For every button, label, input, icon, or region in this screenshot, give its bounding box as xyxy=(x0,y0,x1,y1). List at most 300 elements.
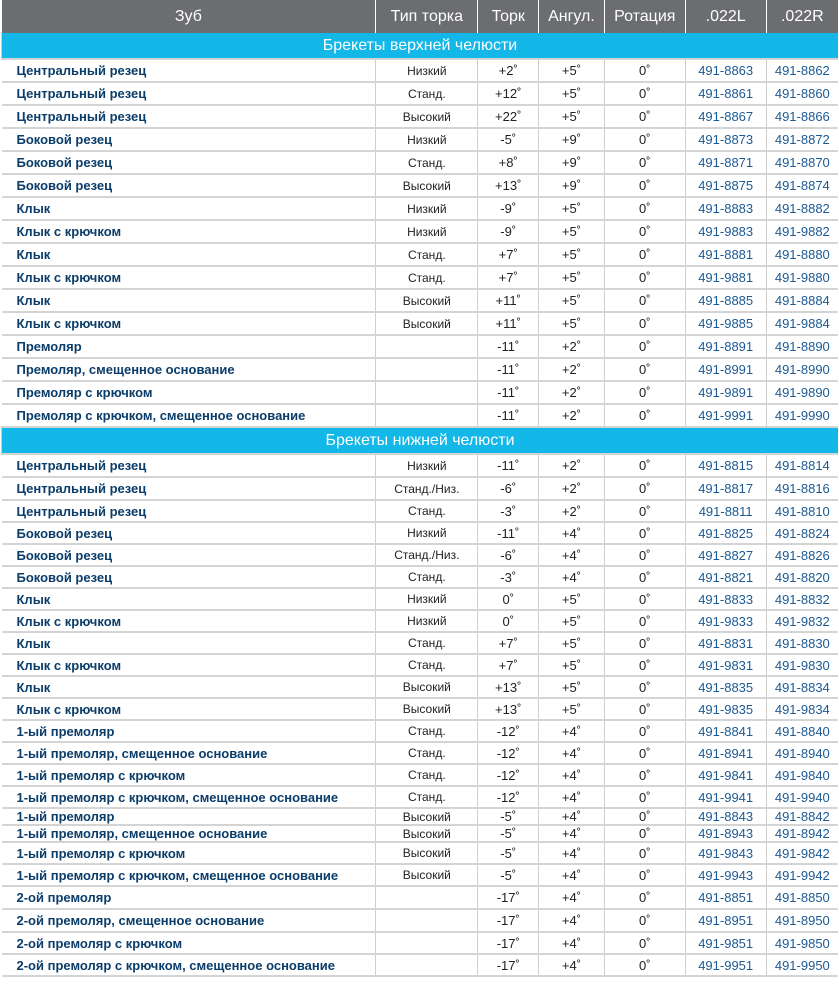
torque-cell: +13˚ xyxy=(478,698,539,720)
table-row xyxy=(2,654,839,676)
torque-type-cell: Низкий xyxy=(376,197,478,220)
angulation-cell: +4˚ xyxy=(539,932,605,954)
tooth-cell: Центральный резец xyxy=(2,477,376,500)
torque-type-cell xyxy=(376,954,478,976)
table-row xyxy=(2,842,839,864)
table-row xyxy=(2,82,839,105)
angulation-cell: +9˚ xyxy=(539,128,605,151)
tooth-cell: Клык xyxy=(2,676,376,698)
torque-type-cell: Станд./Низ. xyxy=(376,544,478,566)
part-022l-cell: 491-9941 xyxy=(685,786,766,808)
part-022l-cell: 491-9991 xyxy=(685,404,766,427)
tooth-cell: Премоляр xyxy=(2,335,376,358)
torque-cell: -11˚ xyxy=(478,454,539,477)
tooth-cell: Центральный резец xyxy=(2,105,376,128)
table-row xyxy=(2,197,839,220)
rotation-cell: 0˚ xyxy=(604,174,685,197)
part-022l-cell: 491-9951 xyxy=(685,954,766,976)
torque-type-cell: Низкий xyxy=(376,588,478,610)
torque-type-cell: Станд. xyxy=(376,500,478,522)
table-row xyxy=(2,105,839,128)
part-022l-cell: 491-8815 xyxy=(685,454,766,477)
part-022r-cell: 491-9850 xyxy=(766,932,838,954)
torque-cell: -5˚ xyxy=(478,808,539,825)
torque-type-cell: Высокий xyxy=(376,698,478,720)
torque-type-cell xyxy=(376,886,478,909)
angulation-cell: +5˚ xyxy=(539,632,605,654)
part-022l-cell: 491-8817 xyxy=(685,477,766,500)
torque-cell: -11˚ xyxy=(478,522,539,544)
angulation-cell: +2˚ xyxy=(539,477,605,500)
part-022r-cell: 491-9990 xyxy=(766,404,838,427)
torque-cell: -5˚ xyxy=(478,864,539,886)
part-022r-cell: 491-8810 xyxy=(766,500,838,522)
torque-cell: +22˚ xyxy=(478,105,539,128)
rotation-cell: 0˚ xyxy=(604,220,685,243)
header-row xyxy=(2,0,839,33)
tooth-cell: 1-ый премоляр с крючком xyxy=(2,842,376,864)
tooth-cell: Центральный резец xyxy=(2,82,376,105)
tooth-cell: Клык с крючком xyxy=(2,220,376,243)
part-022r-cell: 491-8826 xyxy=(766,544,838,566)
section-header-row xyxy=(2,33,839,59)
part-022r-cell: 491-8990 xyxy=(766,358,838,381)
rotation-cell: 0˚ xyxy=(604,742,685,764)
torque-cell: +13˚ xyxy=(478,676,539,698)
angulation-cell: +4˚ xyxy=(539,909,605,932)
torque-type-cell: Высокий xyxy=(376,825,478,842)
torque-type-cell: Станд. xyxy=(376,566,478,588)
torque-cell: -11˚ xyxy=(478,358,539,381)
table-row xyxy=(2,720,839,742)
rotation-cell: 0˚ xyxy=(604,566,685,588)
table-row xyxy=(2,220,839,243)
tooth-cell: 1-ый премоляр с крючком xyxy=(2,764,376,786)
angulation-cell: +4˚ xyxy=(539,808,605,825)
part-022l-cell: 491-8951 xyxy=(685,909,766,932)
tooth-cell: Клык xyxy=(2,289,376,312)
table-row xyxy=(2,404,839,427)
torque-cell: +12˚ xyxy=(478,82,539,105)
table-row xyxy=(2,632,839,654)
part-022l-cell: 491-8827 xyxy=(685,544,766,566)
torque-cell: -17˚ xyxy=(478,954,539,976)
table-row xyxy=(2,151,839,174)
torque-type-cell: Станд. xyxy=(376,82,478,105)
angulation-cell: +9˚ xyxy=(539,174,605,197)
torque-cell: -9˚ xyxy=(478,220,539,243)
table-row xyxy=(2,588,839,610)
part-022l-cell: 491-8867 xyxy=(685,105,766,128)
angulation-cell: +5˚ xyxy=(539,59,605,82)
rotation-cell: 0˚ xyxy=(604,500,685,522)
angulation-cell: +4˚ xyxy=(539,886,605,909)
tooth-cell: Боковой резец xyxy=(2,544,376,566)
part-022r-cell: 491-8850 xyxy=(766,886,838,909)
tooth-cell: Центральный резец xyxy=(2,500,376,522)
torque-type-cell xyxy=(376,404,478,427)
angulation-cell: +2˚ xyxy=(539,500,605,522)
part-022r-cell: 491-9942 xyxy=(766,864,838,886)
part-022l-cell: 491-8991 xyxy=(685,358,766,381)
part-022l-cell: 491-8873 xyxy=(685,128,766,151)
angulation-cell: +4˚ xyxy=(539,825,605,842)
part-022l-cell: 491-9881 xyxy=(685,266,766,289)
table-row xyxy=(2,864,839,886)
table-row xyxy=(2,266,839,289)
part-022r-cell: 491-9832 xyxy=(766,610,838,632)
rotation-cell: 0˚ xyxy=(604,676,685,698)
part-022r-cell: 491-8840 xyxy=(766,720,838,742)
angulation-cell: +5˚ xyxy=(539,676,605,698)
torque-type-cell: Низкий xyxy=(376,220,478,243)
angulation-cell: +5˚ xyxy=(539,654,605,676)
tooth-cell: Клык с крючком xyxy=(2,610,376,632)
rotation-cell: 0˚ xyxy=(604,312,685,335)
table-row xyxy=(2,381,839,404)
torque-type-cell: Станд. xyxy=(376,243,478,266)
tooth-cell: Клык с крючком xyxy=(2,698,376,720)
torque-type-cell: Высокий xyxy=(376,174,478,197)
torque-type-cell xyxy=(376,358,478,381)
torque-type-cell: Высокий xyxy=(376,676,478,698)
part-022r-cell: 491-8870 xyxy=(766,151,838,174)
part-022r-cell: 491-9884 xyxy=(766,312,838,335)
table-row xyxy=(2,289,839,312)
rotation-cell: 0˚ xyxy=(604,358,685,381)
header-tooth: Зуб xyxy=(2,0,376,33)
torque-type-cell xyxy=(376,932,478,954)
table-row xyxy=(2,500,839,522)
part-022l-cell: 491-8833 xyxy=(685,588,766,610)
rotation-cell: 0˚ xyxy=(604,808,685,825)
header-022r: .022R xyxy=(766,0,838,33)
rotation-cell: 0˚ xyxy=(604,197,685,220)
part-022r-cell: 491-9842 xyxy=(766,842,838,864)
torque-cell: -17˚ xyxy=(478,932,539,954)
table-row xyxy=(2,174,839,197)
torque-cell: +11˚ xyxy=(478,312,539,335)
angulation-cell: +2˚ xyxy=(539,404,605,427)
angulation-cell: +4˚ xyxy=(539,954,605,976)
angulation-cell: +2˚ xyxy=(539,335,605,358)
torque-cell: -3˚ xyxy=(478,500,539,522)
torque-cell: +2˚ xyxy=(478,59,539,82)
part-022l-cell: 491-8825 xyxy=(685,522,766,544)
rotation-cell: 0˚ xyxy=(604,82,685,105)
part-022r-cell: 491-8874 xyxy=(766,174,838,197)
table-row xyxy=(2,128,839,151)
tooth-cell: 1-ый премоляр xyxy=(2,720,376,742)
section-title: Брекеты верхней челюсти xyxy=(2,33,839,59)
table-row xyxy=(2,825,839,842)
table-row xyxy=(2,477,839,500)
part-022r-cell: 491-8820 xyxy=(766,566,838,588)
part-022l-cell: 491-8821 xyxy=(685,566,766,588)
part-022l-cell: 491-8851 xyxy=(685,886,766,909)
tooth-cell: Клык с крючком xyxy=(2,266,376,289)
rotation-cell: 0˚ xyxy=(604,151,685,174)
table-row xyxy=(2,335,839,358)
torque-type-cell: Станд. xyxy=(376,764,478,786)
part-022l-cell: 491-8835 xyxy=(685,676,766,698)
tooth-cell: 1-ый премоляр, смещенное основание xyxy=(2,742,376,764)
angulation-cell: +5˚ xyxy=(539,105,605,128)
table-row xyxy=(2,59,839,82)
part-022l-cell: 491-9843 xyxy=(685,842,766,864)
rotation-cell: 0˚ xyxy=(604,720,685,742)
table-row xyxy=(2,454,839,477)
part-022r-cell: 491-8890 xyxy=(766,335,838,358)
angulation-cell: +4˚ xyxy=(539,522,605,544)
torque-cell: +7˚ xyxy=(478,266,539,289)
rotation-cell: 0˚ xyxy=(604,128,685,151)
part-022l-cell: 491-9851 xyxy=(685,932,766,954)
part-022l-cell: 491-9835 xyxy=(685,698,766,720)
section-title: Брекеты нижней челюсти xyxy=(2,427,839,454)
angulation-cell: +5˚ xyxy=(539,266,605,289)
part-022r-cell: 491-8880 xyxy=(766,243,838,266)
angulation-cell: +4˚ xyxy=(539,764,605,786)
angulation-cell: +2˚ xyxy=(539,454,605,477)
part-022r-cell: 491-8832 xyxy=(766,588,838,610)
angulation-cell: +4˚ xyxy=(539,566,605,588)
table-row xyxy=(2,610,839,632)
part-022r-cell: 491-9882 xyxy=(766,220,838,243)
angulation-cell: +2˚ xyxy=(539,358,605,381)
torque-cell: 0˚ xyxy=(478,610,539,632)
torque-cell: -6˚ xyxy=(478,477,539,500)
torque-cell: -5˚ xyxy=(478,825,539,842)
part-022r-cell: 491-8814 xyxy=(766,454,838,477)
header-torque-type: Тип торка xyxy=(376,0,478,33)
tooth-cell: Клык xyxy=(2,588,376,610)
torque-type-cell: Высокий xyxy=(376,105,478,128)
part-022l-cell: 491-9833 xyxy=(685,610,766,632)
header-torque: Торк xyxy=(478,0,539,33)
table-row xyxy=(2,243,839,266)
part-022l-cell: 491-9891 xyxy=(685,381,766,404)
table-row xyxy=(2,312,839,335)
angulation-cell: +5˚ xyxy=(539,220,605,243)
torque-type-cell: Высокий xyxy=(376,289,478,312)
part-022r-cell: 491-8834 xyxy=(766,676,838,698)
table-row xyxy=(2,932,839,954)
torque-type-cell: Низкий xyxy=(376,128,478,151)
torque-type-cell: Станд./Низ. xyxy=(376,477,478,500)
part-022l-cell: 491-8861 xyxy=(685,82,766,105)
rotation-cell: 0˚ xyxy=(604,786,685,808)
torque-cell: 0˚ xyxy=(478,588,539,610)
part-022l-cell: 491-8843 xyxy=(685,808,766,825)
rotation-cell: 0˚ xyxy=(604,698,685,720)
rotation-cell: 0˚ xyxy=(604,243,685,266)
table-row xyxy=(2,786,839,808)
part-022l-cell: 491-9831 xyxy=(685,654,766,676)
bracket-prescription-table xyxy=(1,0,838,977)
table-row xyxy=(2,358,839,381)
rotation-cell: 0˚ xyxy=(604,886,685,909)
torque-cell: -12˚ xyxy=(478,786,539,808)
torque-cell: -17˚ xyxy=(478,886,539,909)
table-row xyxy=(2,909,839,932)
table-row xyxy=(2,544,839,566)
torque-cell: -12˚ xyxy=(478,742,539,764)
part-022r-cell: 491-8940 xyxy=(766,742,838,764)
part-022r-cell: 491-9950 xyxy=(766,954,838,976)
part-022l-cell: 491-8871 xyxy=(685,151,766,174)
rotation-cell: 0˚ xyxy=(604,105,685,128)
part-022r-cell: 491-8816 xyxy=(766,477,838,500)
part-022l-cell: 491-8943 xyxy=(685,825,766,842)
part-022r-cell: 491-9830 xyxy=(766,654,838,676)
angulation-cell: +4˚ xyxy=(539,864,605,886)
part-022r-cell: 491-8942 xyxy=(766,825,838,842)
rotation-cell: 0˚ xyxy=(604,477,685,500)
part-022l-cell: 491-8875 xyxy=(685,174,766,197)
torque-cell: -12˚ xyxy=(478,764,539,786)
torque-type-cell: Низкий xyxy=(376,522,478,544)
part-022l-cell: 491-9943 xyxy=(685,864,766,886)
rotation-cell: 0˚ xyxy=(604,588,685,610)
torque-type-cell: Станд. xyxy=(376,266,478,289)
angulation-cell: +4˚ xyxy=(539,842,605,864)
torque-cell: -5˚ xyxy=(478,128,539,151)
tooth-cell: Клык с крючком xyxy=(2,312,376,335)
table-row xyxy=(2,676,839,698)
part-022r-cell: 491-8862 xyxy=(766,59,838,82)
rotation-cell: 0˚ xyxy=(604,610,685,632)
rotation-cell: 0˚ xyxy=(604,266,685,289)
torque-type-cell: Станд. xyxy=(376,742,478,764)
torque-cell: -12˚ xyxy=(478,720,539,742)
torque-cell: -11˚ xyxy=(478,335,539,358)
part-022r-cell: 491-8872 xyxy=(766,128,838,151)
table-body xyxy=(2,33,839,976)
part-022r-cell: 491-9840 xyxy=(766,764,838,786)
angulation-cell: +4˚ xyxy=(539,720,605,742)
torque-type-cell: Низкий xyxy=(376,610,478,632)
rotation-cell: 0˚ xyxy=(604,289,685,312)
angulation-cell: +4˚ xyxy=(539,786,605,808)
tooth-cell: 1-ый премоляр, смещенное основание xyxy=(2,825,376,842)
torque-type-cell xyxy=(376,909,478,932)
table-row xyxy=(2,886,839,909)
torque-cell: -11˚ xyxy=(478,404,539,427)
tooth-cell: Боковой резец xyxy=(2,566,376,588)
part-022r-cell: 491-8860 xyxy=(766,82,838,105)
torque-type-cell: Высокий xyxy=(376,864,478,886)
rotation-cell: 0˚ xyxy=(604,864,685,886)
tooth-cell: Боковой резец xyxy=(2,151,376,174)
torque-cell: +7˚ xyxy=(478,632,539,654)
tooth-cell: 1-ый премоляр с крючком, смещенное основание xyxy=(2,786,376,808)
torque-type-cell xyxy=(376,381,478,404)
angulation-cell: +9˚ xyxy=(539,151,605,174)
torque-type-cell: Станд. xyxy=(376,654,478,676)
part-022r-cell: 491-8830 xyxy=(766,632,838,654)
part-022r-cell: 491-8884 xyxy=(766,289,838,312)
table-row xyxy=(2,742,839,764)
angulation-cell: +5˚ xyxy=(539,243,605,266)
torque-cell: -17˚ xyxy=(478,909,539,932)
rotation-cell: 0˚ xyxy=(604,654,685,676)
tooth-cell: 2-ой премоляр xyxy=(2,886,376,909)
angulation-cell: +5˚ xyxy=(539,82,605,105)
rotation-cell: 0˚ xyxy=(604,522,685,544)
torque-type-cell xyxy=(376,335,478,358)
torque-cell: +7˚ xyxy=(478,654,539,676)
torque-cell: -5˚ xyxy=(478,842,539,864)
tooth-cell: Боковой резец xyxy=(2,128,376,151)
part-022r-cell: 491-9834 xyxy=(766,698,838,720)
rotation-cell: 0˚ xyxy=(604,404,685,427)
angulation-cell: +5˚ xyxy=(539,698,605,720)
rotation-cell: 0˚ xyxy=(604,842,685,864)
tooth-cell: 2-ой премоляр с крючком xyxy=(2,932,376,954)
rotation-cell: 0˚ xyxy=(604,59,685,82)
header-angulation: Ангул. xyxy=(539,0,605,33)
part-022l-cell: 491-8841 xyxy=(685,720,766,742)
tooth-cell: Центральный резец xyxy=(2,59,376,82)
rotation-cell: 0˚ xyxy=(604,632,685,654)
rotation-cell: 0˚ xyxy=(604,335,685,358)
tooth-cell: Боковой резец xyxy=(2,522,376,544)
torque-type-cell: Станд. xyxy=(376,151,478,174)
tooth-cell: Боковой резец xyxy=(2,174,376,197)
part-022r-cell: 491-8824 xyxy=(766,522,838,544)
tooth-cell: Премоляр с крючком, смещенное основание xyxy=(2,404,376,427)
part-022l-cell: 491-8885 xyxy=(685,289,766,312)
table-row xyxy=(2,566,839,588)
tooth-cell: 2-ой премоляр с крючком, смещенное основание xyxy=(2,954,376,976)
table-header xyxy=(2,0,839,33)
rotation-cell: 0˚ xyxy=(604,932,685,954)
rotation-cell: 0˚ xyxy=(604,825,685,842)
part-022l-cell: 491-9883 xyxy=(685,220,766,243)
torque-type-cell: Низкий xyxy=(376,59,478,82)
tooth-cell: 1-ый премоляр xyxy=(2,808,376,825)
torque-type-cell: Высокий xyxy=(376,842,478,864)
torque-cell: -11˚ xyxy=(478,381,539,404)
part-022r-cell: 491-9940 xyxy=(766,786,838,808)
section-header-row xyxy=(2,427,839,454)
tooth-cell: Клык xyxy=(2,243,376,266)
torque-type-cell: Станд. xyxy=(376,720,478,742)
part-022l-cell: 491-8891 xyxy=(685,335,766,358)
rotation-cell: 0˚ xyxy=(604,544,685,566)
torque-cell: -9˚ xyxy=(478,197,539,220)
part-022r-cell: 491-8866 xyxy=(766,105,838,128)
tooth-cell: Клык xyxy=(2,197,376,220)
part-022r-cell: 491-9890 xyxy=(766,381,838,404)
angulation-cell: +2˚ xyxy=(539,381,605,404)
part-022r-cell: 491-8842 xyxy=(766,808,838,825)
angulation-cell: +5˚ xyxy=(539,312,605,335)
table-row xyxy=(2,522,839,544)
table-row xyxy=(2,954,839,976)
part-022r-cell: 491-8882 xyxy=(766,197,838,220)
part-022l-cell: 491-8883 xyxy=(685,197,766,220)
part-022l-cell: 491-8941 xyxy=(685,742,766,764)
tooth-cell: Премоляр с крючком xyxy=(2,381,376,404)
rotation-cell: 0˚ xyxy=(604,764,685,786)
rotation-cell: 0˚ xyxy=(604,954,685,976)
torque-cell: +11˚ xyxy=(478,289,539,312)
torque-type-cell: Станд. xyxy=(376,632,478,654)
part-022l-cell: 491-8863 xyxy=(685,59,766,82)
table-row xyxy=(2,764,839,786)
